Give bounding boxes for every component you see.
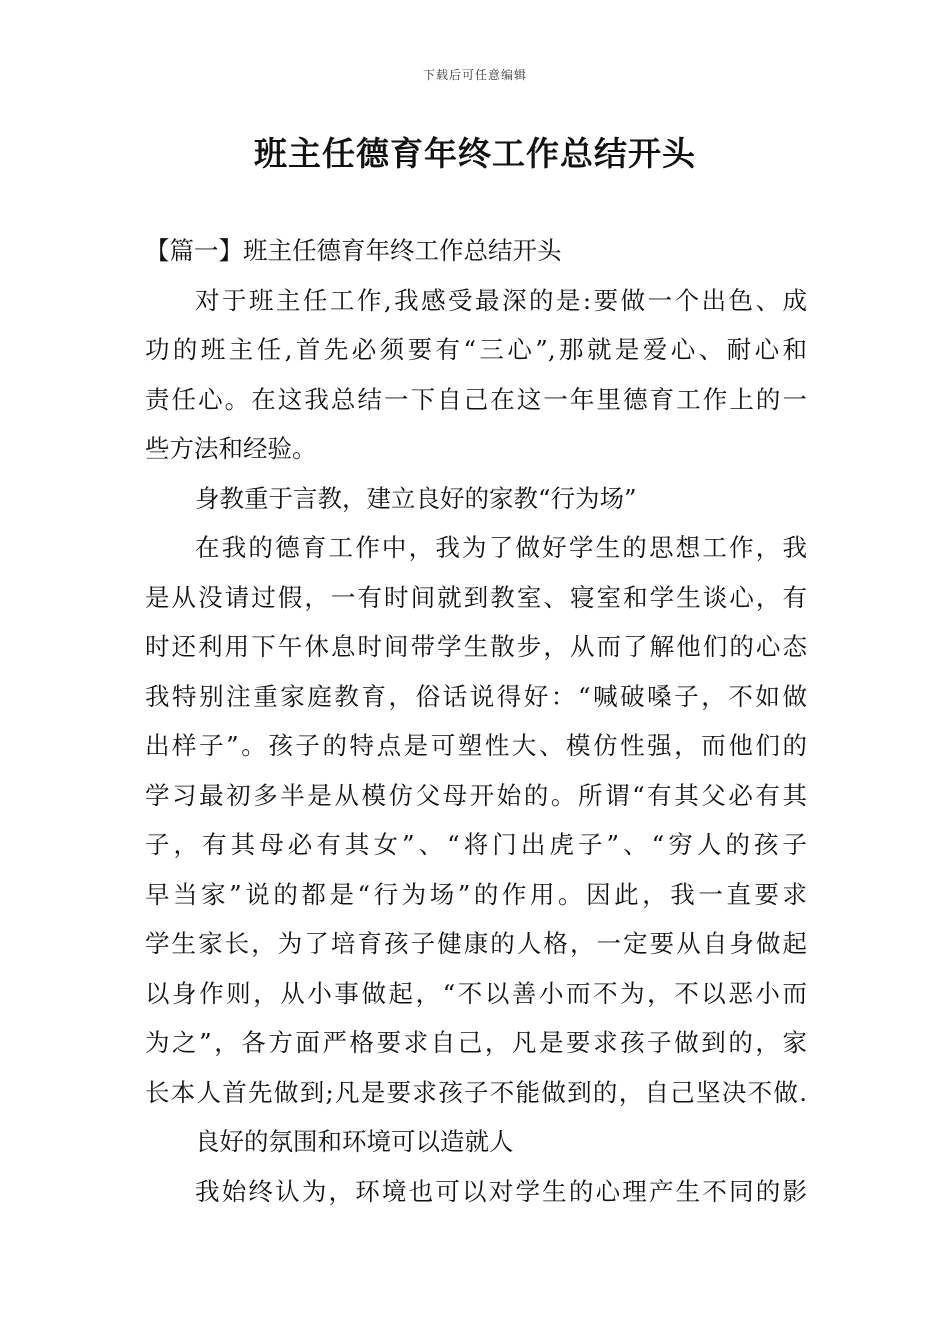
- text-line: 长本人首先做到;凡是要求孩子不能做到的，自己坚决不做.: [145, 1077, 807, 1107]
- text-line: 出样子”。孩子的特点是可塑性大、模仿性强，而他们的: [145, 731, 807, 760]
- header-note: 下载后可任意编辑: [422, 68, 527, 82]
- text-line: 功的班主任,首先必须要有“三心”,那就是爱心、耐心和: [145, 335, 807, 364]
- document-body: [145, 226, 807, 1216]
- text-line: 在我的德育工作中，我为了做好学生的思想工作，我: [195, 533, 807, 562]
- text-line: 以身作则，从小事做起，“不以善小而不为，不以恶小而: [145, 978, 807, 1008]
- text-line: 子，有其母必有其女”、“将门出虎子”、“穷人的孩子: [145, 830, 807, 859]
- text-line: 学习最初多半是从模仿父母开始的。所谓“有其父必有其: [145, 780, 807, 810]
- text-line: 身教重于言教，建立良好的家教“行为场”: [195, 483, 637, 513]
- document-title: 班主任德育年终工作总结开头: [254, 134, 696, 173]
- text-line: 良好的氛围和环境可以造就人: [195, 1127, 514, 1156]
- text-line: 早当家”说的都是“行为场”的作用。因此，我一直要求: [145, 879, 807, 909]
- text-line: 对于班主任工作,我感受最深的是:要做一个出色、成: [195, 285, 807, 315]
- text-line: 为之”，各方面严格要求自己，凡是要求孩子做到的，家: [145, 1028, 807, 1057]
- text-line: 是从没请过假，一有时间就到教室、寝室和学生谈心，有: [145, 582, 807, 612]
- text-line: 我始终认为，环境也可以对学生的心理产生不同的影: [195, 1176, 807, 1206]
- text-line: 些方法和经验。: [145, 434, 317, 463]
- text-line: 时还利用下午休息时间带学生散步，从而了解他们的心态: [145, 632, 807, 661]
- text-line: 我特别注重家庭教育，俗话说得好：“喊破嗓子，不如做: [145, 681, 807, 711]
- text-line: 【篇一】班主任德育年终工作总结开头: [145, 236, 562, 265]
- text-line: 责任心。在这我总结一下自己在这一年里德育工作上的一: [145, 384, 807, 414]
- text-line: 学生家长，为了培育孩子健康的人格，一定要从自身做起: [145, 929, 807, 958]
